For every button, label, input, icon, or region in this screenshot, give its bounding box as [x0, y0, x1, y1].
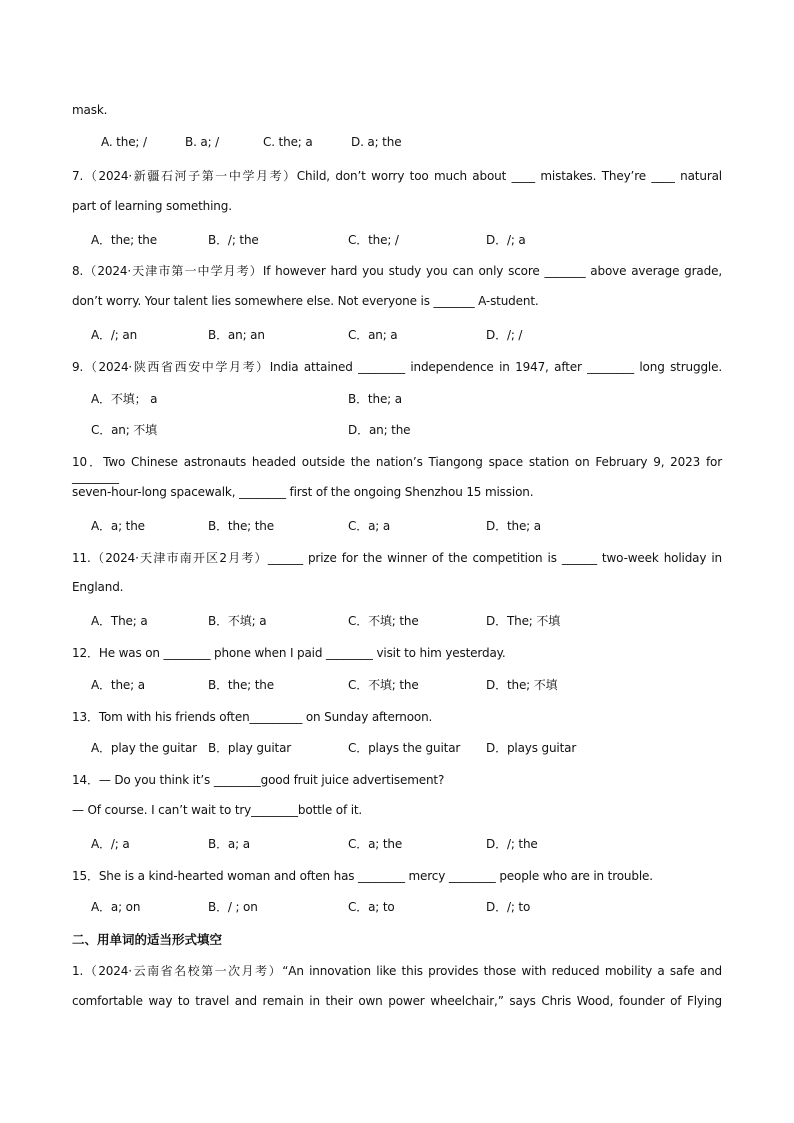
q10-option-a: A．a; the: [91, 519, 145, 533]
q10-option-c: C．a; a: [348, 519, 391, 533]
q9-stem: 9.（2024·陕西省西安中学月考）India attained ________ independence in 1947, after ________ long struggle.: [72, 360, 722, 374]
q13-option-a: A．play the guitar: [91, 741, 197, 755]
q7-option-c: C．the; /: [348, 233, 399, 247]
q12-option-a: A．the; a: [91, 678, 145, 692]
q7-stem-line1: 7.（2024·新疆石河子第一中学月考）Child, don’t worry too much about ____ mistakes. They’re ____ natural: [72, 169, 722, 183]
q10-option-b: B．the; the: [208, 519, 274, 533]
q7-stem-line2: part of learning something.: [72, 199, 232, 213]
q15-option-d: D．/; to: [486, 900, 531, 914]
q8-stem-line1: 8.（2024·天津市第一中学月考）If however hard you study you can only score _______ above average grade,: [72, 264, 722, 278]
q13-option-c: C．plays the guitar: [348, 741, 461, 755]
q7-option-a: A．the; the: [91, 233, 157, 247]
q14-stem-line1: 14．— Do you think it’s ________good fruit juice advertisement?: [72, 773, 445, 787]
q14-option-a: A．/; a: [91, 837, 130, 851]
q7-option-d: D．/; a: [486, 233, 526, 247]
q6-option-d: D. a; the: [351, 135, 402, 149]
q13-option-d: D．plays guitar: [486, 741, 577, 755]
section2-q1-line1: 1.（2024·云南省名校第一次月考）“An innovation like this provides those with reduced mobility a safe and: [72, 964, 722, 978]
q11-option-b: B．不填; a: [208, 614, 267, 628]
q7-option-b: B．/; the: [208, 233, 259, 247]
q10-stem-line2: seven-hour-long spacewalk, ________ first of the ongoing Shenzhou 15 mission.: [72, 485, 534, 499]
q14-option-c: C．a; the: [348, 837, 403, 851]
q14-option-d: D．/; the: [486, 837, 538, 851]
q9-option-a: A．不填； a: [91, 392, 158, 406]
q11-option-c: C．不填; the: [348, 614, 419, 628]
q15-option-c: C．a; to: [348, 900, 395, 914]
q12-option-c: C．不填; the: [348, 678, 419, 692]
q15-stem: 15．She is a kind-hearted woman and often has ________ mercy ________ people who are in trouble.: [72, 869, 653, 883]
q6-option-c: C. the; a: [263, 135, 313, 149]
q14-option-b: B．a; a: [208, 837, 250, 851]
q9-option-b: B．the; a: [348, 392, 402, 406]
q13-stem: 13．Tom with his friends often_________ on Sunday afternoon.: [72, 710, 433, 724]
question-6-tail: mask.: [72, 103, 108, 117]
q9-option-c: C．an; 不填: [91, 423, 157, 437]
section-2-heading: 二、用单词的适当形式填空: [72, 932, 223, 947]
q8-option-b: B．an; an: [208, 328, 265, 342]
q11-stem-line1: 11.（2024·天津市南开区2月考）______ prize for the winner of the competition is ______ two-week holiday in: [72, 551, 722, 565]
q6-option-a: A. the; /: [101, 135, 147, 149]
q13-option-b: B．play guitar: [208, 741, 292, 755]
q15-option-b: B．/ ; on: [208, 900, 258, 914]
q8-stem-line2: don’t worry. Your talent lies somewhere else. Not everyone is _______ A-student.: [72, 294, 539, 308]
q8-option-a: A．/; an: [91, 328, 138, 342]
q15-option-a: A．a; on: [91, 900, 141, 914]
q9-option-d: D．an; the: [348, 423, 411, 437]
q11-option-a: A．The; a: [91, 614, 148, 628]
q10-option-d: D．the; a: [486, 519, 541, 533]
q14-stem-line2: — Of course. I can’t wait to try________bottle of it.: [72, 803, 363, 817]
q12-option-b: B．the; the: [208, 678, 274, 692]
q12-stem: 12．He was on ________ phone when I paid ________ visit to him yesterday.: [72, 646, 506, 660]
q11-stem-line2: England.: [72, 580, 124, 594]
q6-option-b: B. a; /: [185, 135, 220, 149]
q11-option-d: D．The; 不填: [486, 614, 561, 628]
section2-q1-line2: comfortable way to travel and remain in their own power wheelchair,” says Chris Wood, founder of Flying: [72, 994, 722, 1008]
q8-option-c: C．an; a: [348, 328, 398, 342]
q12-option-d: D．the; 不填: [486, 678, 558, 692]
q8-option-d: D．/; /: [486, 328, 523, 342]
q10-stem-line1: 10．Two Chinese astronauts headed outside the nation’s Tiangong space station on February 9, 2023 for ________: [72, 455, 722, 484]
